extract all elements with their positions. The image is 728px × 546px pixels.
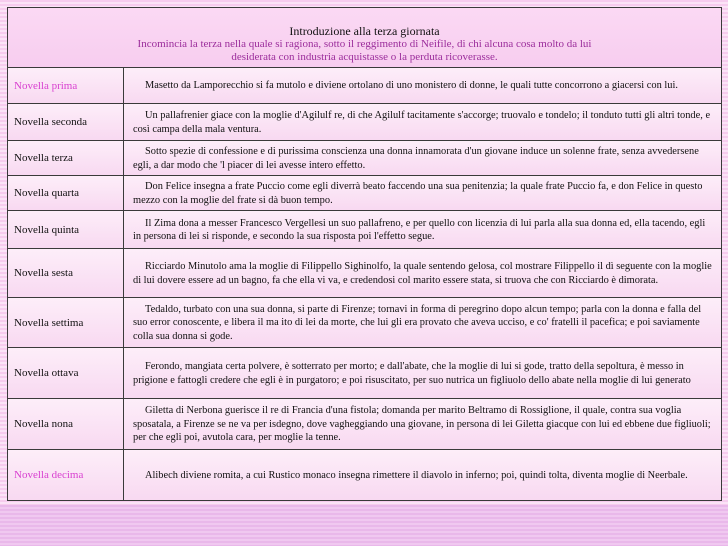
novella-label: Novella quarta — [8, 176, 124, 210]
novella-label: Novella nona — [8, 399, 124, 449]
novella-summary: Ferondo, mangiata certa polvere, è sotterrato per morto; e dall'abate, che la moglie di lui si gode, tratto della sepoltura, è messo in prigione e fattogli credere che egli è in purgatoro; e poi risuscitato, per suo nutrica un figliuolo dello abate nella moglie di lui generato — [133, 361, 691, 386]
table-row — [8, 249, 721, 298]
novella-label: Novella quinta — [8, 211, 124, 248]
table-row — [8, 211, 721, 249]
novella-summary: Giletta di Nerbona guerisce il re di Francia d'una fistola; domanda per marito Beltramo di Rossiglione, il quale, contra sua voglia sposatala, a Firenze se ne va per isdegno, dove vagheggiando una giovane, in persona di lei Giletta giacque con lui ed ebbene due figliuoli; per che egli poi, avutola cara, per moglie la tenne. — [133, 405, 711, 444]
novella-summary: Sotto spezie di confessione e di purissima conscienza una donna innamorata d'un giovane induce un solenne frate, senza avvedersene egli, a dar modo che 'l piacer di lei avesse intero effetto. — [133, 146, 699, 171]
table-row — [8, 399, 721, 450]
novella-link-prima[interactable]: Novella prima — [8, 68, 124, 103]
novella-summary: Tedaldo, turbato con una sua donna, si parte di Firenze; tornavi in forma di peregrino dopo alcun tempo; parla con la donna e falla del suo error conoscente, e libera il ma ito di lei da morte, che lui gli era provato che aveva ucciso, e co' fratelli il pacefica; e poi saviamente colla sua donna si gode. — [133, 303, 702, 342]
novella-summary: Ricciardo Minutolo ama la moglie di Filippello Sighinolfo, la quale sentendo gelosa, col mostrare Filippello il dì seguente con la moglie di lui dovere essere ad un bagno, fa che ella vi va, e credendosi col marito essere stata, si truova che con Ricciardo è dimorata. — [133, 261, 712, 286]
table-row — [8, 298, 721, 348]
decorative-footer-band — [0, 505, 728, 546]
table-row — [8, 68, 721, 104]
table-row — [8, 450, 721, 500]
table-row — [8, 104, 721, 141]
table-row — [8, 176, 721, 211]
novella-summary: Un pallafrenier giace con la moglie d'Agilulf re, di che Agilulf tacitamente s'accorge; truovalo e tondelo; il tonduto tutti gli altri tonde, e così campa della mala ventura. — [133, 110, 711, 135]
table-header — [8, 8, 721, 68]
novella-summary: Il Zima dona a messer Francesco Vergellesi un suo pallafreno, e per quello con licenzia di lui parla alla sua donna ed, ella tacendo, egli in persona di lei si risponde, e secondo la sua risposta poi l'effetto segue. — [133, 217, 706, 242]
table-row — [8, 141, 721, 176]
page-subtitle: Incomincia la terza nella quale si ragiona, sotto il reggimento di Neifile, di chi alcuna cosa molto da lui desiderata con industria acquistasse o la perduta ricoverasse. — [137, 38, 592, 63]
novella-label: Novella ottava — [8, 348, 124, 398]
page-title: Introduzione alla terza giornata — [289, 24, 440, 38]
novella-summary: Masetto da Lamporecchio si fa mutolo e diviene ortolano di uno monistero di donne, le quali tutte concorrono a giacersi con lui. — [145, 80, 678, 92]
novella-label: Novella sesta — [8, 249, 124, 297]
novella-label: Novella seconda — [8, 104, 124, 140]
novella-summary: Alibech diviene romita, a cui Rustico monaco insegna rimettere il diavolo in inferno; poi, quindi tolta, diventa moglie di Neerbale. — [145, 469, 688, 481]
novella-label: Novella terza — [8, 141, 124, 175]
table-row — [8, 348, 721, 399]
novella-summary: Don Felice insegna a frate Puccio come egli diverrà beato faccendo una sua penitenzia; la quale frate Puccio fa, e don Felice in questo mezzo con la moglie del frate si dà buon tempo. — [133, 181, 703, 206]
novella-label: Novella settima — [8, 298, 124, 347]
novella-link-decima[interactable]: Novella decima — [8, 450, 124, 500]
novelle-table — [7, 7, 722, 501]
